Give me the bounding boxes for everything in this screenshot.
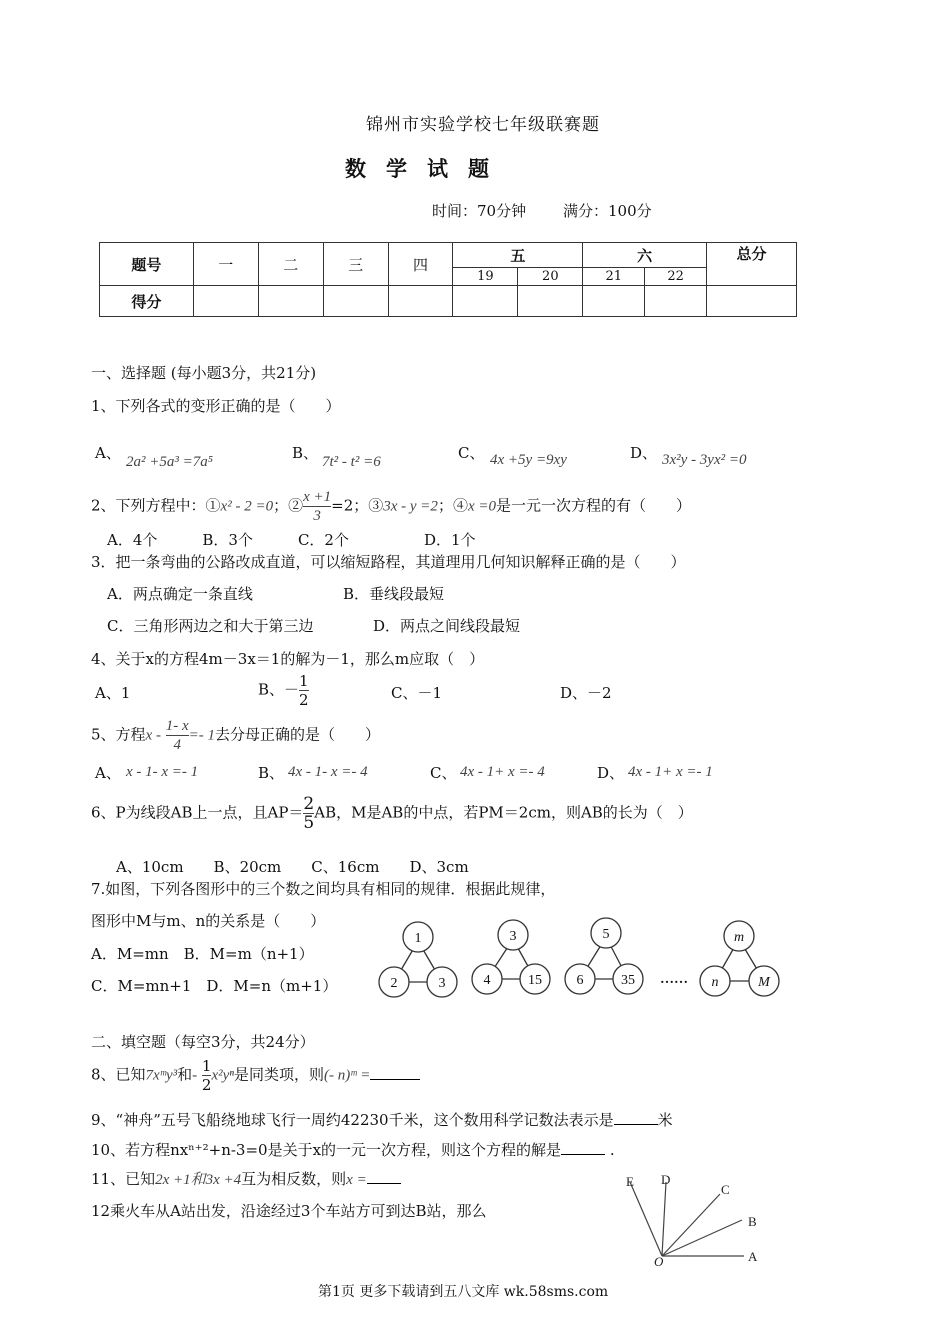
q4-b-label: B、－ (258, 680, 300, 699)
fig1-left: 2 (390, 976, 398, 991)
q1-a: 2a² +5a³ =7a⁵ (126, 454, 213, 470)
q8-t1: 7xᵐy³ (145, 1067, 178, 1084)
score-cell[interactable] (453, 286, 518, 317)
q11-expr: 2x +1和3x +4 (155, 1172, 242, 1188)
q5-b: 4x - 1- x =- 4 (288, 764, 368, 780)
q10-line (91, 1139, 615, 1160)
q8-t3: (- n)ᵐ = (324, 1067, 371, 1084)
q10-answer-blank[interactable] (561, 1154, 605, 1155)
q7-opt-ab: A．M=mn B．M=m（n+1） (91, 945, 314, 963)
score-cell[interactable] (193, 286, 258, 317)
score-label: 满分：100分 (563, 202, 652, 220)
score-cell[interactable] (388, 286, 453, 317)
q8-neg: - (192, 1067, 198, 1084)
label-B: B (748, 1214, 757, 1229)
q2-line (91, 488, 691, 525)
label-A: A (748, 1249, 758, 1264)
section1-heading: 一、选择题 (每小题3分，共21分) (91, 364, 317, 382)
header-q5: 五 (453, 243, 583, 268)
q2-part4: ；④ (437, 496, 468, 515)
q11-line (91, 1168, 401, 1189)
q3-a: A．两点确定一条直线 (107, 585, 253, 603)
header-19: 19 (453, 268, 518, 286)
header-21: 21 (583, 268, 645, 286)
q1-b-label: B、 (292, 444, 319, 462)
q3-stem: 3．把一条弯曲的公路改成直道，可以缩短路程，其道理用几何知识解释正确的是（ ） (91, 553, 686, 571)
q5-rhs: =- 1 (188, 727, 216, 744)
label-E: E (626, 1174, 634, 1189)
q1-c: 4x +5y =9xy (490, 452, 567, 468)
ray-OD (662, 1182, 666, 1256)
header-q2: 二 (258, 243, 323, 286)
q8-frac-den: 2 (201, 1076, 212, 1094)
header-20: 20 (518, 268, 583, 286)
q6-options: A、10cm B、20cm C、16cm D、3cm (116, 858, 469, 876)
header-q1: 一 (193, 243, 258, 286)
q7-stem2: 图形中M与m、n的关系是（ ） (91, 912, 326, 930)
q10-end: . (609, 1141, 615, 1159)
q4-c: C、－1 (391, 684, 443, 702)
q5-b-label: B、 (258, 764, 285, 782)
q5-d-label: D、 (597, 764, 625, 782)
score-cell[interactable] (323, 286, 388, 317)
fig3-right: 35 (621, 973, 635, 988)
q9-unit: 米 (657, 1111, 673, 1129)
header-total: 总分 (707, 243, 797, 286)
q2-part5: 是一元一次方程的有（ ） (495, 496, 691, 515)
q2-part3: =2；③ (331, 496, 384, 515)
q5-c-label: C、 (430, 764, 457, 782)
school-title: 锦州市实验学校七年级联赛题 (366, 115, 600, 135)
header-q6: 六 (583, 243, 707, 268)
fig4-right: M (758, 975, 770, 990)
q6-stem-b: AB，M是AB的中点，若PM＝2cm，则AB的长为（ ） (314, 803, 693, 822)
q6-frac-den: 5 (303, 813, 315, 833)
q5-a: x - 1- x =- 1 (126, 764, 199, 780)
fig3-top: 5 (602, 927, 610, 942)
q1-c-label: C、 (458, 444, 485, 462)
q1-a-label: A、 (95, 444, 121, 462)
score-cell[interactable] (518, 286, 583, 317)
q6-fraction (303, 795, 314, 832)
score-cell[interactable] (583, 286, 645, 317)
q2-eq1: x² - 2 =0 (220, 498, 274, 515)
q12-text: 12乘火车从A站出发，沿途经过3个车站方可到达B站，那么 (91, 1202, 487, 1220)
q5-frac-den: 4 (173, 737, 181, 753)
q1-b: 7t² - t² =6 (322, 454, 381, 470)
q5-line (91, 717, 380, 754)
q2-part2: ；② (273, 496, 304, 515)
q10-text: 10、若方程nxⁿ⁺²+n-3=0是关于x的一元一次方程，则这个方程的解是 (91, 1141, 562, 1159)
q4-stem: 4、关于x的方程4m－3x＝1的解为－1，那么m应取（ ） (91, 650, 485, 668)
q7-opt-cd: C．M=mn+1 D．M=n（m+1） (91, 977, 338, 995)
q11-a: 11、已知 (91, 1170, 156, 1188)
q8-a: 8、已知 (91, 1065, 146, 1084)
score-table (99, 242, 797, 317)
q8-answer-blank[interactable] (370, 1079, 420, 1080)
score-cell[interactable] (645, 286, 707, 317)
q2-options: A．4个 B．3个 C．2个 D．1个 (107, 531, 476, 549)
score-cell[interactable] (258, 286, 323, 317)
q12-rays-figure (620, 1168, 770, 1268)
fig2-left: 4 (483, 973, 491, 988)
q9-line (91, 1109, 673, 1130)
label-O: O (654, 1254, 664, 1268)
fig1-top: 1 (414, 931, 422, 946)
q11-answer-blank[interactable] (367, 1183, 401, 1184)
fig-ellipsis: …… (660, 972, 688, 987)
score-cell[interactable] (707, 286, 797, 317)
q4-b-den: 2 (299, 691, 309, 709)
q7-stem1: 7.如图，下列各图形中的三个数之间均具有相同的规律．根据此规律， (91, 880, 556, 898)
q6-stem-a: 6、P为线段AB上一点，且AP＝ (91, 803, 304, 822)
header-tihao: 题号 (100, 243, 194, 286)
fig4-left: n (711, 975, 719, 990)
q5-x: x - (145, 727, 161, 744)
fig3-left: 6 (576, 973, 584, 988)
q5-a-label: A、 (95, 764, 121, 782)
q4-d: D、－2 (560, 684, 612, 702)
q2-frac-num: x +1 (303, 489, 332, 505)
row-score-label: 得分 (100, 286, 194, 317)
q5-frac-num: 1- x (165, 718, 189, 734)
q4-b (258, 672, 309, 709)
q4-b-num: 1 (299, 672, 309, 690)
ray-OB (662, 1220, 742, 1256)
q6-line (91, 795, 693, 832)
q5-stem-a: 5、方程 (91, 725, 146, 744)
q2-part1: 2、下列方程中：① (91, 496, 221, 515)
q2-eq4: x =0 (467, 498, 496, 515)
time-label: 时间：70分钟 (432, 202, 527, 220)
q3-b: B．垂线段最短 (343, 585, 445, 603)
q5-d: 4x - 1+ x =- 1 (628, 764, 713, 780)
subject-title: 数学试题 (345, 156, 509, 181)
q2-eq3: 3x - y =2 (383, 498, 438, 515)
q2-fraction (303, 488, 331, 525)
q1-d: 3x²y - 3yx² =0 (662, 452, 747, 468)
header-q4: 四 (388, 243, 453, 286)
q8-b: 是同类项，则 (234, 1065, 325, 1084)
q5-c: 4x - 1+ x =- 4 (460, 764, 545, 780)
label-D: D (661, 1172, 671, 1187)
q11-b: 互为相反数，则 (241, 1170, 347, 1188)
q8-he: 和 (177, 1065, 193, 1084)
header-22: 22 (645, 268, 707, 286)
fig4-top: m (733, 930, 745, 945)
q4-a: A、1 (95, 684, 131, 702)
q5-stem-c: 去分母正确的是（ ） (215, 725, 381, 744)
label-C: C (721, 1182, 730, 1197)
q11-x: x = (346, 1172, 367, 1188)
q7-figures (370, 915, 790, 1005)
q9-answer-blank[interactable] (614, 1124, 658, 1125)
section2-heading: 二、填空题（每空3分，共24分） (91, 1033, 315, 1051)
q8-t2: x²yⁿ (211, 1067, 235, 1084)
fig1-right: 3 (438, 976, 446, 991)
ray-OC (662, 1194, 720, 1256)
fig2-top: 3 (509, 929, 517, 944)
q5-fraction (166, 717, 189, 754)
header-q3: 三 (323, 243, 388, 286)
q2-frac-den: 3 (313, 508, 321, 524)
fig2-right: 15 (528, 973, 542, 988)
q3-c: C．三角形两边之和大于第三边 (107, 617, 314, 635)
page-footer: 第1页 更多下载请到五八文库 wk.58sms.com (318, 1284, 609, 1300)
q1-d-label: D、 (630, 444, 658, 462)
ray-OE (630, 1182, 662, 1256)
q8-line (91, 1057, 420, 1094)
q4-b-fraction (299, 672, 309, 709)
q1-stem: 1、下列各式的变形正确的是（ ） (91, 397, 341, 415)
q9-text: 9、“神舟”五号飞船绕地球飞行一周约42230千米，这个数用科学记数法表示是 (91, 1111, 614, 1129)
q8-frac-num: 1 (201, 1057, 212, 1075)
q3-d: D．两点之间线段最短 (373, 617, 521, 635)
q6-frac-num: 2 (303, 794, 315, 814)
